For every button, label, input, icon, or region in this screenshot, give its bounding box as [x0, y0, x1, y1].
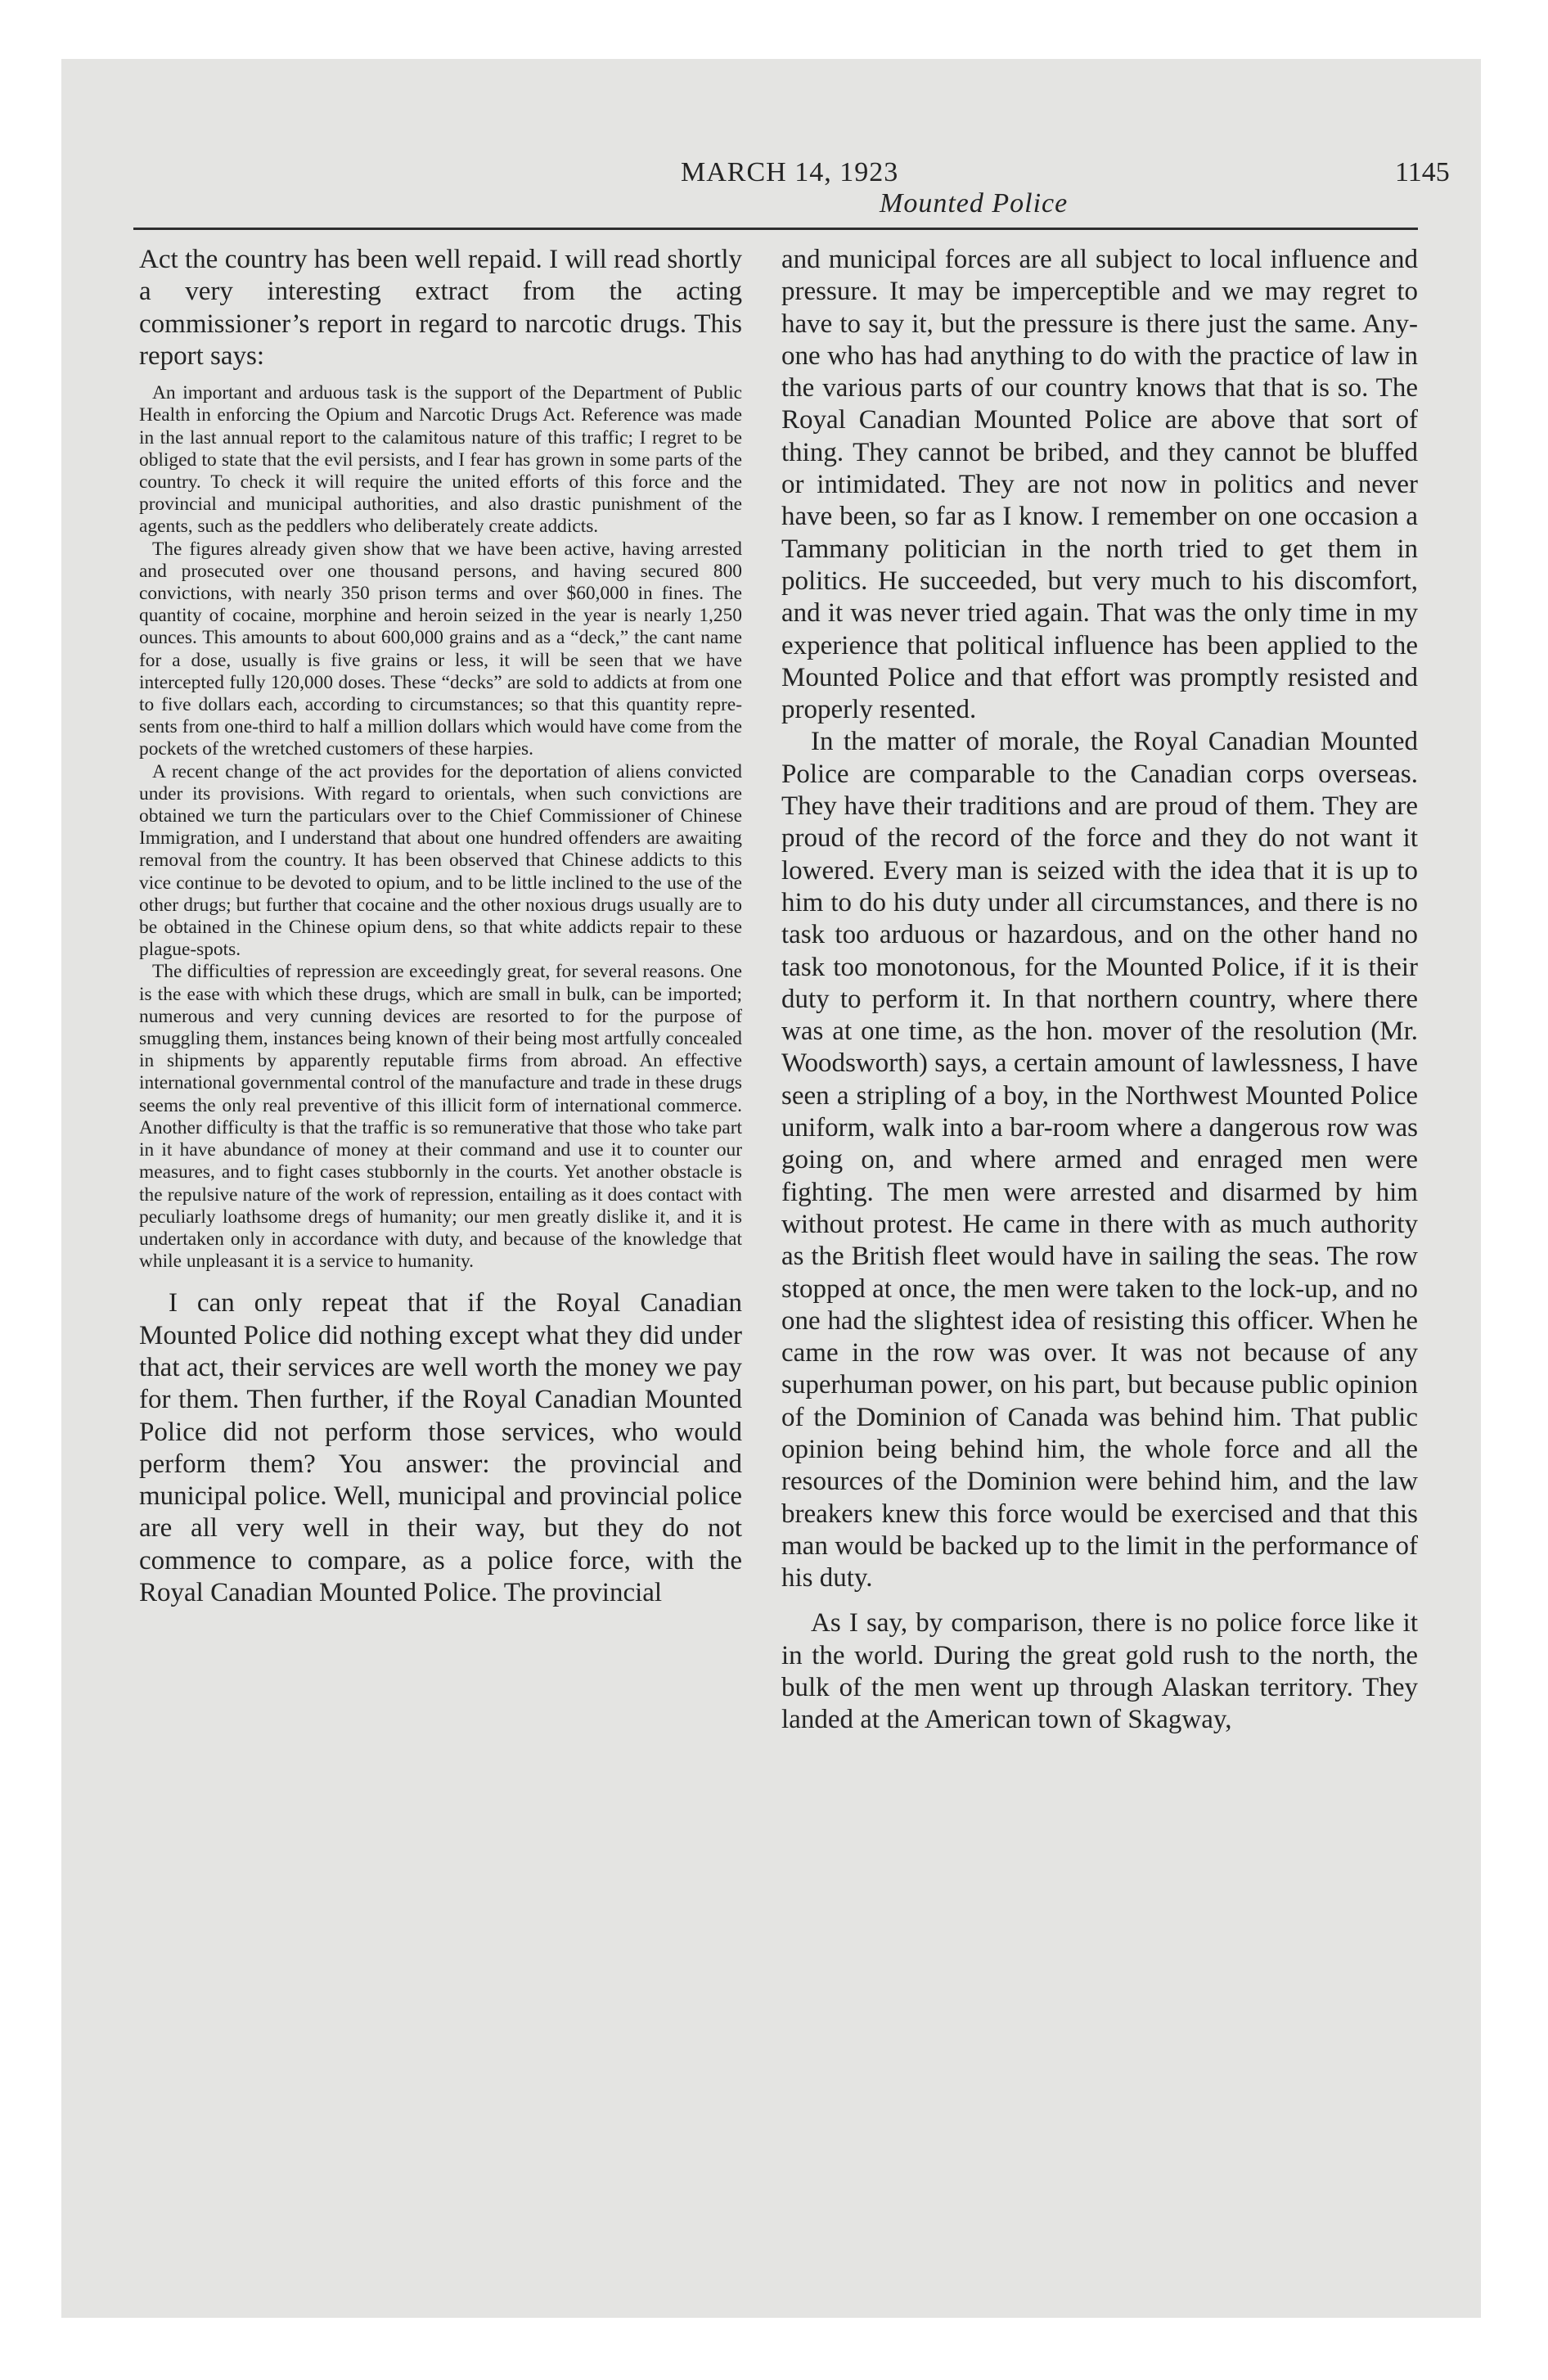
- header-date: MARCH 14, 1923: [681, 157, 899, 187]
- report-extract: [139, 382, 742, 1273]
- header-rule: [133, 228, 1418, 230]
- closing-paragraph: I can only repeat that if the Royal Canadian Mounted Police did nothing except what they did under that act, their services are well worth the money we pay for them. Then further, if the Royal Canadian Mounted Police did not perform those services, who would perform them? You answer: the provincial and municipal police. Well, municipal and provincial police are all very well in their way, but they do not commence to compare, as a police force, with the Royal Canadian Mounted Police. The provincial: [139, 1288, 742, 1607]
- report-paragraph: An important and arduous task is the support of the Department of Public Health in enforcing the Opium and Narcotic Drugs Act. Reference was made in the last annual report to the calamitous nature of this traffic; I regret to be obliged to state that the evil persists, and I fear has grown in some parts of the country. To check it will require the united efforts of this force and the provincial and municipal authorities, and also drastic punishment of the agents, such as the peddlers who deliberately create addicts.: [139, 382, 742, 538]
- right-column: [781, 244, 1418, 1737]
- header-page-number: 1145: [1395, 157, 1450, 187]
- left-column: [139, 244, 742, 1609]
- report-paragraph: The difficulties of repression are exceedingly great, for several reasons. One is the ease with which these drugs, which are small in bulk, can be imported; numerous and very cunning devices are resorted to for the purpose of smuggling them, instances being known of their being most artfully concealed in shipments by apparently reputable firms from abroad. An effective international governmental control of the manufacture and trade in these drugs seems the only real preventive of this illicit form of international commerce. Another difficulty is that the traffic is so remunerative that those who take part in it have abundance of money at their command and use it to counter our measures, and to fight cases stubbornly in the courts. Yet another obstacle is the repulsive nature of the work of repression, entailing as it does contact with peculiarly loathsome dregs of humanity; our men greatly dislike it, and it is undertaken only in accordance with duty, and because of the knowledge that while unpleasant it is a service to humanity.: [139, 961, 742, 1273]
- report-paragraph: The figures already given show that we have been active, having arrested and prosecuted over one thousand persons, and having secured 800 convictions, with nearly 350 prison terms and over $60,000 in fines. The quantity of cocaine, morphine and heroin seized in the year is nearly 1,250 ounces. This amounts to about 600,000 grains and as a “deck,” the cant name for a dose, usually is five grains or less, it will be seen that we have intercepted fully 120,000 doses. These “decks” are sold to addicts at from one to five dollars each, according to circumstances; so that this quantity represents from one-third to half a million dollars which would have come from the pockets of the wretched customers of these harpies.: [139, 538, 742, 760]
- header-section-title: Mounted Police: [880, 188, 1069, 219]
- intro-paragraph: Act the country has been well repaid. I will read shortly a very interesting extract from the acting commissioner’s report in regard to narcotic drugs. This report says:: [139, 245, 742, 371]
- body-paragraph: In the matter of morale, the Royal Canadian Mounted Police are comparable to the Canadian corps overseas. They have their traditions and are proud of them. They are proud of the record of the force and they do not want it lowered. Every man is seized with the idea that it is up to him to do his duty under all circumstances, and there is no task too arduous or hazardous, and on the other hand no task too monotonous, for the Mounted Police, if it is their duty to perform it. In that northern country, where there was at one time, as the hon. mover of the resolution (Mr. Woodsworth) says, a certain amount of lawlessness, I have seen a stripling of a boy, in the Northwest Mounted Police uniform, walk into a bar-room where a dangerous row was going on, and where armed and enraged men were fighting. The men were arrested and disarmed by him without protest. He came in there with as much authority as the British fleet would have in sailing the seas. The row stopped at once, the men were taken to the lock-up, and no one had the slightest idea of resisting this officer. When he came in the row was over. It was not because of any superhuman power, on his part, but because public opinion of the Dominion of Canada was behind him. That public opinion being behind him, the whole force and all the resources of the Dominion were behind him, and the law breakers knew this force would be exercised and that this man would be backed up to the limit in the performance of his duty.: [781, 727, 1418, 1593]
- body-paragraph: As I say, by comparison, there is no police force like it in the world. During the great gold rush to the north, the bulk of the men went up through Alaskan territory. They landed at the American town of Skagway,: [781, 1608, 1418, 1735]
- page-sheet: [61, 59, 1481, 2318]
- report-paragraph: A recent change of the act provides for the deportation of aliens convicted under its provisions. With regard to orientals, when such convictions are obtained we turn the particulars over to the Chief Commissioner of Chinese Immigration, and I understand that about one hundred offenders are awaiting removal from the country. It has been observed that Chinese addicts to this vice continue to be devoted to opium, and to be little inclined to the use of the other drugs; but further that cocaine and the other noxious drugs usually are to be obtained in the Chinese opium dens, so that white addicts repair to these plague-spots.: [139, 760, 742, 961]
- body-paragraph: and municipal forces are all subject to local influence and pressure. It may be imperceptible and we may regret to have to say it, but the pressure is there just the same. Anyone who has had anything to do with the practice of law in the various parts of our country knows that that is so. The Royal Canadian Mounted Police are above that sort of thing. They cannot be bribed, and they cannot be bluffed or intimidated. They are not now in politics and never have been, so far as I know. I remember on one occasion a Tammany politician in the north tried to get them in politics. He succeeded, but very much to his discomfort, and it was never tried again. That was the only time in my experience that political influence has been applied to the Mounted Police and that effort was promptly resisted and properly resented.: [781, 245, 1418, 725]
